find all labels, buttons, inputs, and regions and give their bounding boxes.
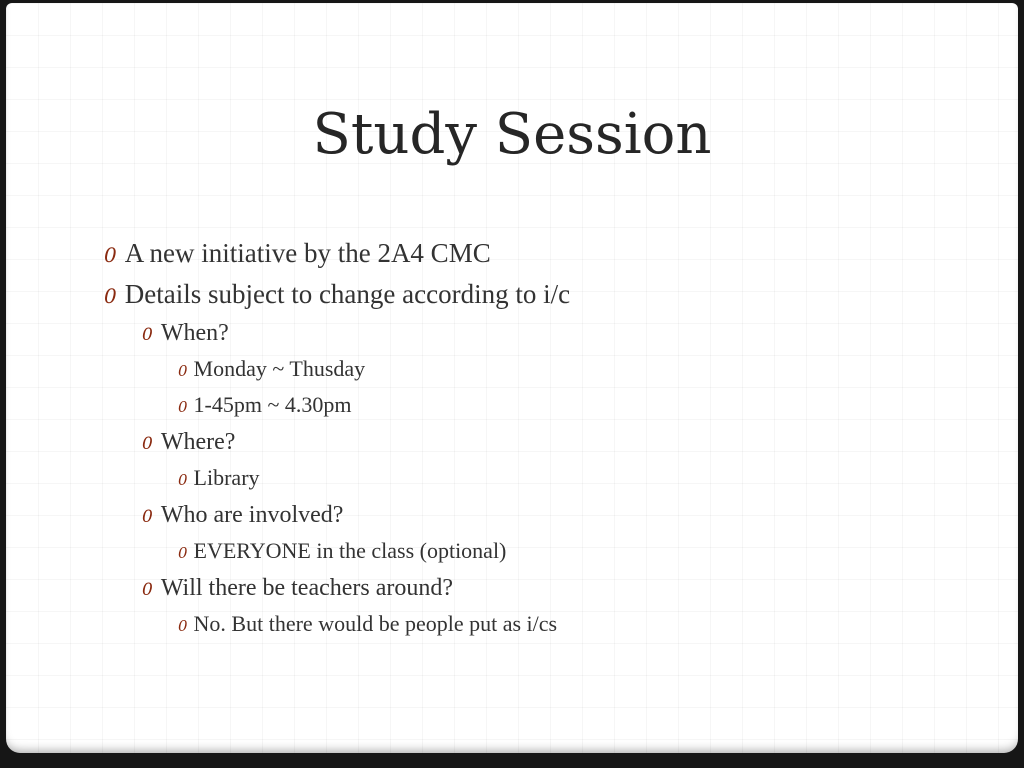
bullet-text: A new initiative by the 2A4 CMC (124, 238, 491, 268)
bullet-text: When? (160, 320, 229, 346)
bullet-text: Library (193, 465, 260, 490)
sub-bullet-item (142, 500, 343, 532)
sub-sub-bullet-item (178, 464, 260, 494)
sub-sub-bullet-item (178, 391, 352, 421)
bullet-list (6, 3, 1018, 753)
slide (6, 3, 1018, 753)
sub-sub-bullet-item (178, 537, 506, 567)
bullet-marker: 0 (142, 507, 153, 527)
slide-title: Study Session (312, 102, 712, 167)
sub-bullet-item (142, 427, 235, 459)
bullet-text: Details subject to change according to i/c (124, 279, 571, 309)
bullet-marker: 0 (104, 284, 117, 308)
sub-sub-bullet-item (178, 355, 365, 385)
bullet-text: EVERYONE in the class (optional) (193, 538, 507, 563)
sub-bullet-item (142, 573, 453, 605)
sub-bullet-item (142, 318, 229, 350)
bullet-marker: 0 (178, 398, 188, 416)
sub-sub-bullet-item (178, 610, 557, 640)
bullet-text: Monday ~ Thusday (193, 356, 366, 381)
bullet-marker: 0 (104, 243, 117, 267)
bullet-text: Where? (160, 429, 236, 455)
bullet-item (104, 237, 491, 271)
bullet-text: 1-45pm ~ 4.30pm (193, 392, 352, 417)
bullet-marker: 0 (142, 325, 153, 345)
bullet-text: Will there be teachers around? (160, 575, 454, 601)
bullet-marker: 0 (142, 580, 153, 600)
bullet-marker: 0 (178, 544, 188, 562)
bullet-marker: 0 (142, 434, 153, 454)
bullet-marker: 0 (178, 617, 188, 635)
bullet-text: Who are involved? (160, 502, 344, 528)
bullet-item (104, 278, 570, 312)
bullet-marker: 0 (178, 471, 188, 489)
bullet-text: No. But there would be people put as i/cs (193, 611, 558, 636)
bullet-marker: 0 (178, 362, 188, 380)
